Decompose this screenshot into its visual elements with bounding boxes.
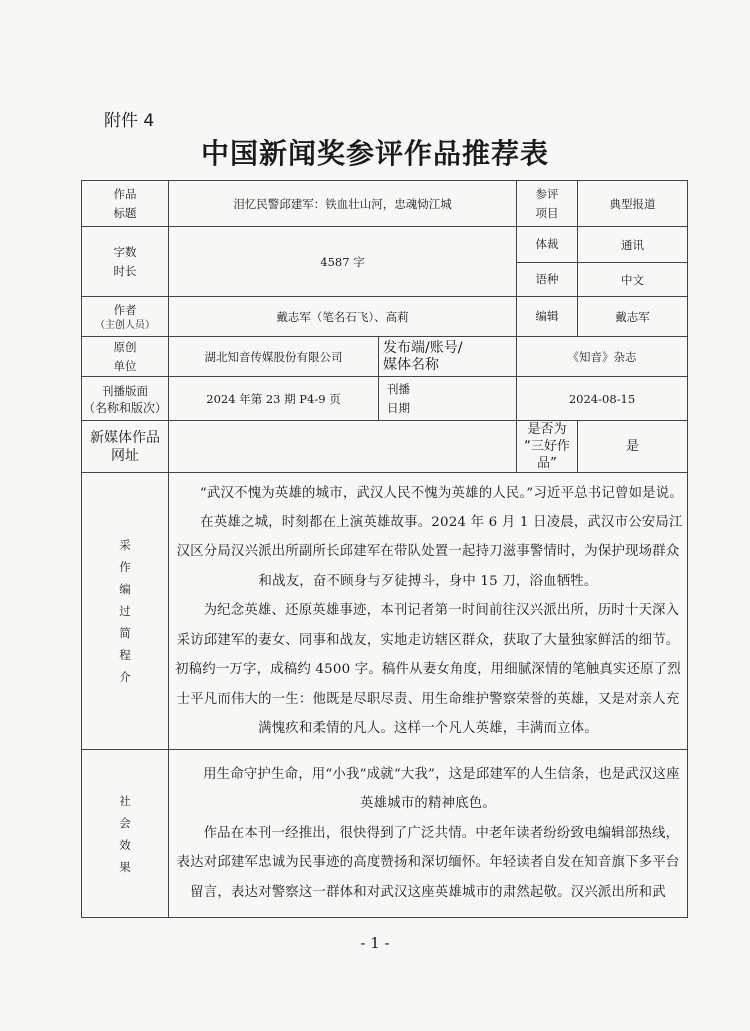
genre-label: 体裁 xyxy=(517,227,578,263)
author-sublabel: （主创人员） xyxy=(95,320,155,331)
process-paragraph: 在英雄之城，时刻都在上演英雄故事。2024 年 6 月 1 日凌晨，武汉市公安局江汉区分局汉兴派出所副所长邱建军在带队处置一起持刀滋事警情时，为保护现场群众和战友，奋不顾身与歹徒搏斗，身中 15 刀，浴血牺牲。 xyxy=(176,515,683,589)
three-good-value: 是 xyxy=(578,421,688,473)
row-process xyxy=(82,473,688,750)
effect-content xyxy=(169,750,688,918)
genre-value: 通讯 xyxy=(578,227,688,263)
edition-sublabel: （名称和版次） xyxy=(82,401,167,415)
editor-label: 编辑 xyxy=(517,297,578,337)
effect-label: 社 会 效 果 xyxy=(82,750,169,918)
category-label: 参评 项目 xyxy=(517,181,578,227)
page-number: - 1 - xyxy=(360,934,390,952)
publisher-value: 《知音》杂志 xyxy=(517,337,688,377)
three-good-label: 是否为 “三好作品” xyxy=(517,421,578,473)
process-paragraph: 为纪念英雄、还原英雄事迹，本刊记者第一时间前往汉兴派出所，历时十天深入采访邱建军的妻女、同事和战友，实地走访辖区群众，获取了大量独家鲜活的细节。初稿约一万字，成稿约 4500 字。稿件从妻女角度，用细腻深情的笔触真实还原了烈士平凡而伟大的一生：他既是尽职尽责、用生命维护警察荣誉的英雄，又是对亲人充满愧疚和柔情的凡人。这样一个凡人英雄，丰满而立体。 xyxy=(175,603,681,736)
length-value: 4587 字 xyxy=(169,227,517,297)
page-title: 中国新闻奖参评作品推荐表 xyxy=(200,137,549,170)
length-label: 字数 时长 xyxy=(82,227,169,297)
row-length xyxy=(82,227,688,263)
edition-value: 2024 年第 23 期 P4-9 页 xyxy=(169,377,379,421)
effect-paragraph: 用生命守护生命，用“小我”成就“大我”，这是邱建军的人生信条，也是武汉这座英雄城市的精神底色。 xyxy=(203,766,680,812)
work-title-value: 泪忆民警邱建军：铁血壮山河，忠魂恸江城 xyxy=(169,181,517,227)
process-content xyxy=(169,473,688,750)
new-media-value xyxy=(169,421,517,473)
language-label: 语种 xyxy=(517,263,578,297)
unit-label: 原创 单位 xyxy=(82,337,169,377)
row-new-media xyxy=(82,421,688,473)
row-unit xyxy=(82,337,688,377)
language-value: 中文 xyxy=(578,263,688,297)
new-media-label: 新媒体作品 网址 xyxy=(82,421,169,473)
process-label: 采 作 编 过 简 程 介 xyxy=(82,473,169,750)
row-effect xyxy=(82,750,688,918)
category-value: 典型报道 xyxy=(578,181,688,227)
publisher-label: 发布端/账号/ 媒体名称 xyxy=(379,337,517,377)
author-label: 作者 xyxy=(113,303,137,317)
work-title-label: 作品 标题 xyxy=(82,181,169,227)
recommendation-form xyxy=(81,180,688,918)
editor-value: 戴志军 xyxy=(578,297,688,337)
row-edition xyxy=(82,377,688,421)
effect-paragraph: 作品在本刊一经推出，很快得到了广泛共情。中老年读者纷纷致电编辑部热线，表达对邱建军忠诚为民事迹的高度赞扬和深切缅怀。年轻读者自发在知音旗下多平台留言，表达对警察这一群体和对武汉这座英雄城市的肃然起敬。汉兴派出所和武 xyxy=(176,825,680,900)
row-author xyxy=(82,297,688,337)
author-value: 戴志军（笔名石飞）、高莉 xyxy=(169,297,517,337)
attachment-label: 附件 4 xyxy=(104,111,155,131)
date-value: 2024-08-15 xyxy=(517,377,688,421)
edition-label: 刊播版面 xyxy=(102,384,148,398)
process-paragraph: “武汉不愧为英雄的城市，武汉人民不愧为英雄的人民。”习近平总书记曾如是说。 xyxy=(199,485,683,501)
unit-value: 湖北知音传媒股份有限公司 xyxy=(169,337,379,377)
author-label-cell xyxy=(82,297,169,337)
edition-label-cell xyxy=(82,377,169,421)
row-work-title xyxy=(82,181,688,227)
date-label: 刊播 日期 xyxy=(379,377,517,421)
